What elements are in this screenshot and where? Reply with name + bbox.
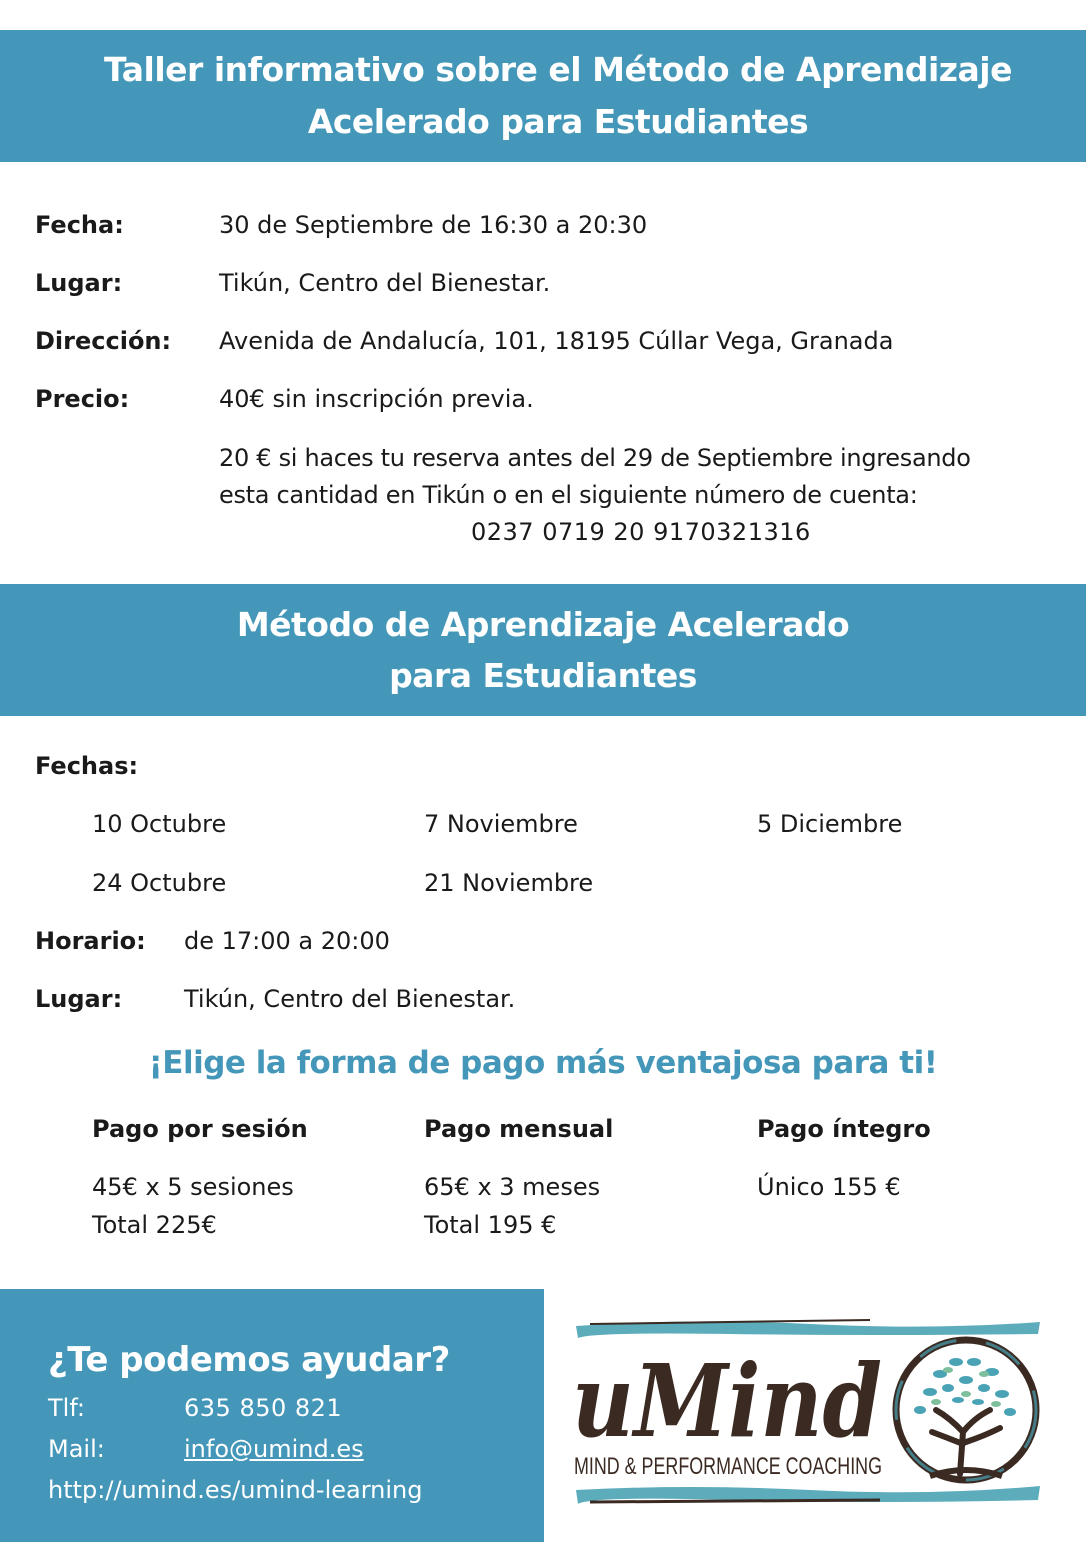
fecha-row	[0, 208, 1086, 242]
horario-value: de 17:00 a 20:00	[184, 927, 390, 955]
payment-option-title: Pago mensual	[424, 1115, 614, 1143]
direccion-value: Avenida de Andalucía, 101, 18195 Cúllar Vega, Granada	[219, 327, 894, 355]
method-title-banner	[0, 584, 1086, 716]
precio-label: Precio:	[35, 385, 130, 413]
lugar-label: Lugar:	[35, 269, 123, 297]
lugar-row	[0, 266, 1086, 300]
mail-label: Mail:	[48, 1435, 105, 1463]
mail-link[interactable]: info@umind.es	[184, 1435, 364, 1463]
payment-option-line1: 65€ x 3 meses	[424, 1173, 601, 1201]
precio-value: 40€ sin inscripción previa.	[219, 385, 534, 413]
website-link[interactable]: http://umind.es/umind-learning	[48, 1476, 423, 1504]
payment-option-line1: 45€ x 5 sesiones	[92, 1173, 294, 1201]
payment-option-line2: Total 225€	[92, 1211, 217, 1239]
tree-icon	[896, 1340, 1036, 1480]
method-lugar-row	[0, 982, 1086, 1016]
date-item: 24 Octubre	[92, 869, 227, 897]
method-lugar-label: Lugar:	[35, 985, 123, 1013]
payment-option-line2: Total 195 €	[424, 1211, 557, 1239]
workshop-title-line1: Taller informativo sobre el Método de Aprendizaje	[104, 50, 1012, 89]
method-title-line1: Método de Aprendizaje Acelerado	[236, 605, 850, 644]
direccion-row	[0, 324, 1086, 358]
workshop-title-banner	[0, 30, 1086, 162]
umind-logo	[570, 1314, 1050, 1514]
umind-logo-graphic	[570, 1314, 1050, 1514]
lugar-value: Tikún, Centro del Bienestar.	[219, 269, 551, 297]
workshop-title-line2: Acelerado para Estudiantes	[307, 102, 809, 141]
horario-label: Horario:	[35, 927, 146, 955]
tlf-label: Tlf:	[48, 1394, 86, 1422]
contact-title: ¿Te podemos ayudar?	[48, 1340, 450, 1380]
method-title-line2: para Estudiantes	[389, 656, 697, 695]
method-lugar-value: Tikún, Centro del Bienestar.	[184, 985, 516, 1013]
reserva-line1: 20 € si haces tu reserva antes del 29 de Septiembre ingresando	[219, 444, 971, 472]
horario-row	[0, 924, 1086, 958]
date-item: 21 Noviembre	[424, 869, 594, 897]
payment-option-line1: Único 155 €	[757, 1173, 901, 1201]
logo-tagline: MIND & PERFORMANCE COACHING	[574, 1453, 882, 1480]
direccion-label: Dirección:	[35, 327, 172, 355]
payment-cta: ¡Elige la forma de pago más ventajosa para ti!	[148, 1045, 938, 1081]
fecha-label: Fecha:	[35, 211, 124, 239]
fechas-label: Fechas:	[35, 752, 139, 780]
account-number: 0237 0719 20 9170321316	[471, 518, 811, 546]
date-item: 5 Diciembre	[757, 810, 903, 838]
reserva-line2: esta cantidad en Tikún o en el siguiente número de cuenta:	[219, 481, 918, 509]
logo-wordmark: uMind	[572, 1342, 882, 1460]
payment-option-title: Pago íntegro	[757, 1115, 931, 1143]
contact-box	[0, 1289, 544, 1542]
payment-option-title: Pago por sesión	[92, 1115, 308, 1143]
precio-row	[0, 382, 1086, 416]
fecha-value: 30 de Septiembre de 16:30 a 20:30	[219, 211, 648, 239]
tlf-value[interactable]: 635 850 821	[184, 1394, 343, 1422]
date-item: 7 Noviembre	[424, 810, 578, 838]
date-item: 10 Octubre	[92, 810, 227, 838]
